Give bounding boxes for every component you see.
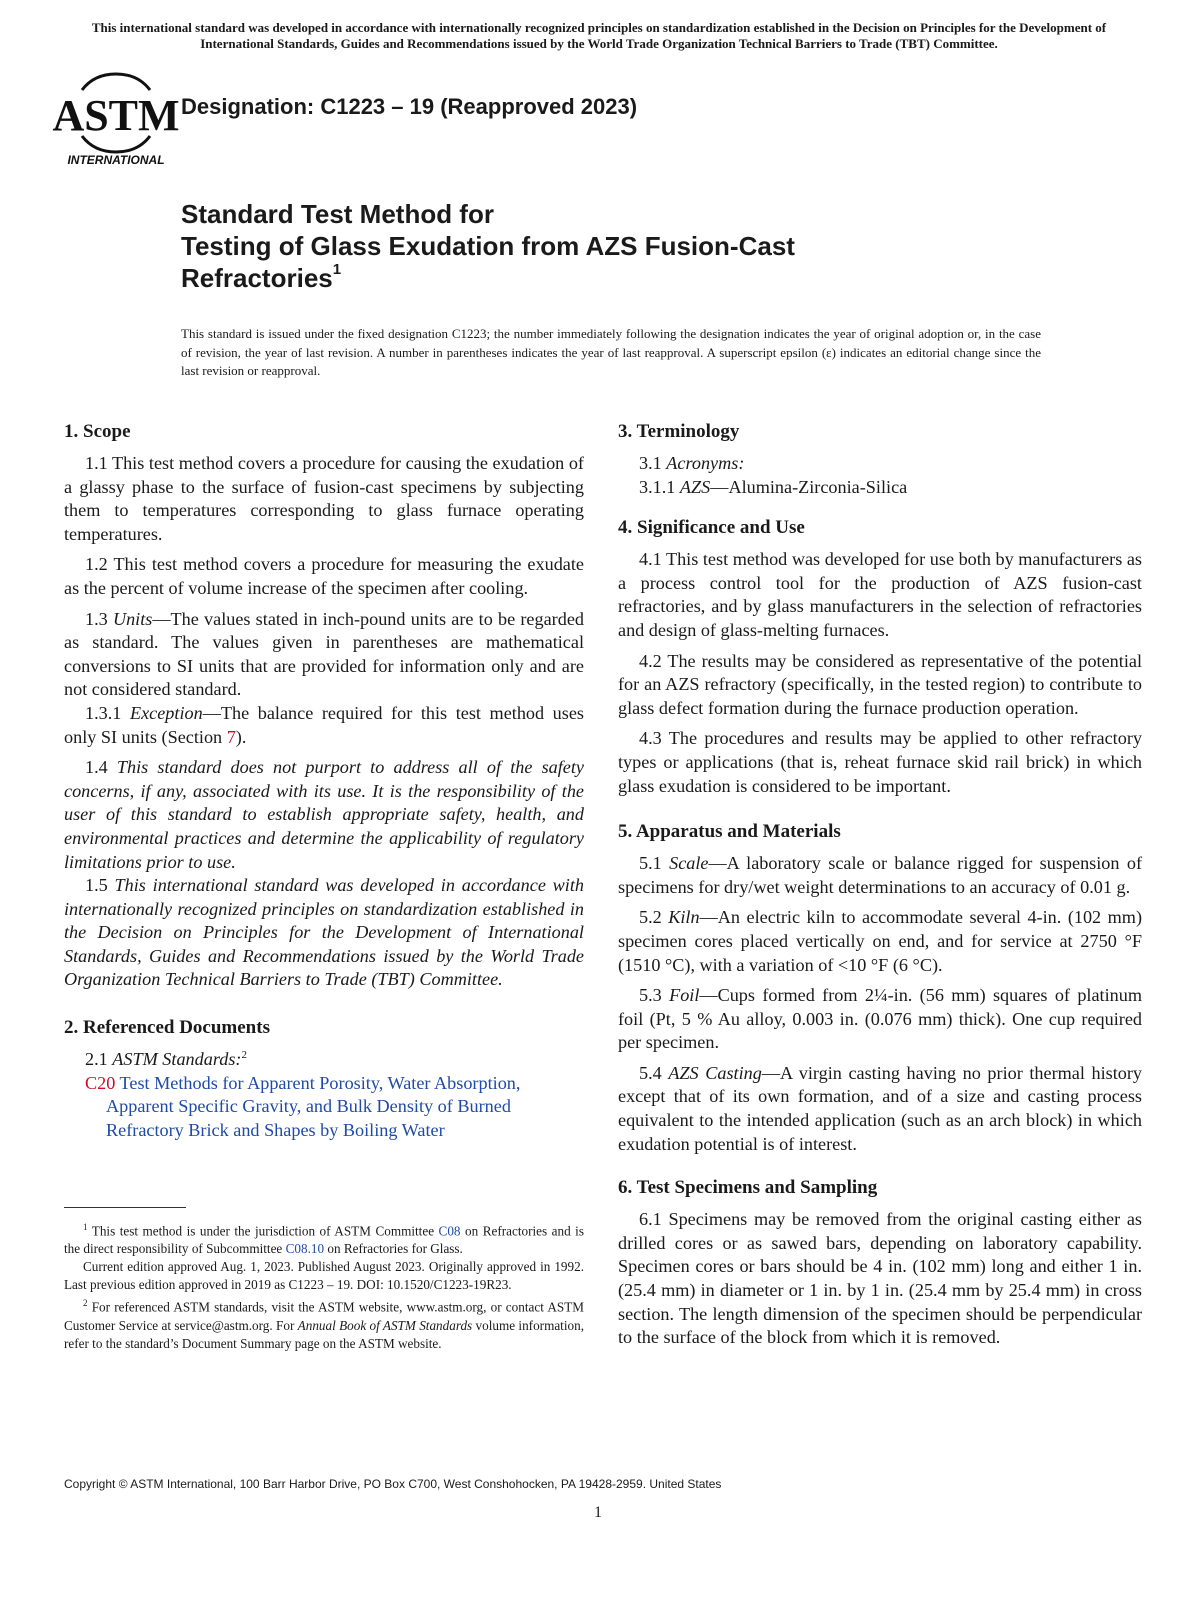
left-column	[64, 420, 584, 1142]
footnote-1: $^1$ This test method is under the jurisdiction of ASTM Committee C08 on Refractories and is the direct responsibility of Subcommittee C08.10 on Refractories for Glass.	[64, 1222, 584, 1257]
para-1-4: 1.4 This standard does not purport to address all of the safety concerns, if any, associated with its use. It is the responsibility of the user of this standard to establish appropriate safety, health, and environmental practices and determine the applicability of regulatory limitations prior to use.	[64, 757, 584, 872]
section-heading-referenced-documents: 2. Referenced Documents	[64, 1017, 270, 1039]
para-1-2: 1.2 This test method covers a procedure for measuring the exudate as the percent of volume increase of the specimen after cooling.	[64, 554, 584, 598]
para-3-1-1: 3.1.1 AZS—Alumina-Zirconia-Silica	[639, 476, 908, 497]
right-column	[618, 420, 1142, 1350]
para-6-1: 6.1 Specimens may be removed from the original casting either as drilled cores or as sawed bars, depending on laboratory capability. Specimen cores or bars should be 4 in. (102 mm) long and either 1 in. (25.4 mm) in diameter or 1 in. by 1 in. (25.4 mm by 25.4 mm) in cross section. The length dimension of the specimen should be perpendicular to the surface of the block from which it is removed.	[618, 1209, 1142, 1348]
footnotes	[64, 1218, 584, 1353]
page-number: 1	[594, 1504, 602, 1521]
copyright: Copyright © ASTM International, 100 Barr Harbor Drive, PO Box C700, West Conshohocken, PA 19428-2959. United States	[64, 1477, 722, 1491]
section-heading-terminology: 3. Terminology	[618, 421, 740, 442]
section-heading-apparatus: 5. Apparatus and Materials	[618, 821, 841, 843]
para-5-2: 5.2 Kiln—An electric kiln to accommodate several 4-in. (102 mm) specimen cores placed vertically on end, and for service at 2750 °F (1510 °C), with a variation of <10 °F (6 °C).	[618, 907, 1143, 975]
section-heading-scope: 1. Scope	[64, 421, 131, 442]
section-heading-significance: 4. Significance and Use	[618, 517, 805, 539]
footnote-divider	[64, 1207, 186, 1208]
para-4-1: 4.1 This test method was developed for use both by manufacturers as a process control tool for the production of AZS fusion-cast refractories, and by glass manufacturers in the selection of refractories and design of glass-melting furnaces.	[618, 549, 1142, 640]
para-1-3: 1.3 Units—The values stated in inch-pound units are to be regarded as standard. The values given in parentheses are mathematical conversions to SI units that are provided for information only and are not considered standard.	[64, 608, 584, 700]
para-1-5: 1.5 This international standard was developed in accordance with internationally recognized principles on standardization established in the Decision on Principles for the Development of International Standards, Guides and Recommendations issued by the World Trade Organization Technical Barriers to Trade (TBT) Committee.	[64, 875, 585, 990]
section-7-link[interactable]: 7	[226, 726, 236, 747]
svg-text:ASTM: ASTM	[52, 91, 180, 140]
designation: Designation: C1223 – 19 (Reapproved 2023)	[181, 94, 638, 119]
title-line-1: Standard Test Method for	[181, 199, 494, 229]
wto-notice: This international standard was developed in accordance with internationally recognized principles on standardization established in the Decision on Principles for the Development of International Standards, Guides and Recommendations issued by the World Trade Organization Technical Barriers to Trade (TBT) Committee.	[91, 20, 1107, 51]
para-1-3-1: 1.3.1 Exception—The balance required for this test method uses only SI units (Section 7).	[64, 702, 585, 747]
document-title	[181, 198, 1081, 294]
footnote-2: $^2$ For referenced ASTM standards, visit the ASTM website, www.astm.org, or contact ASTM Customer Service at service@astm.org. For Annual Book of ASTM Standards volume information, refer to the standard’s Document Summary page on the ASTM website.	[64, 1298, 584, 1351]
para-5-4: 5.4 AZS Casting—A virgin casting having no prior thermal history except that of its own formation, and of a size and casting process equivalent to the intended application (such as an arch block) in which exudation potential is of interest.	[618, 1062, 1143, 1154]
title-line-2: Testing of Glass Exudation from AZS Fusion-Cast	[181, 231, 795, 261]
para-4-2: 4.2 The results may be considered as representative of the potential for an AZS refractory (specifically, in the tested region) to contribute to glass defect formation during the furnace production operation.	[618, 650, 1142, 718]
reference-code[interactable]: C20	[85, 1072, 116, 1093]
para-3-1: 3.1 Acronyms:	[639, 453, 745, 473]
footnote-1-edition: Current edition approved Aug. 1, 2023. Published August 2023. Originally approved in 1992. Last previous edition approved in 2019 as C1223 – 19. DOI: 10.1520/C1223-19R23.	[64, 1259, 584, 1293]
para-2-1: 2.1 ASTM Standards:$^2$	[85, 1049, 247, 1070]
astm-logo-icon	[52, 70, 180, 170]
committee-c08-link[interactable]: C08	[438, 1223, 461, 1239]
reference-title-link[interactable]: Test Methods for Apparent Porosity, Water Absorption, Apparent Specific Gravity, and Bulk Density of Burned Refractory Brick and Shapes by Boiling Water	[106, 1072, 521, 1140]
section-heading-specimens: 6. Test Specimens and Sampling	[618, 1177, 878, 1199]
para-5-1: 5.1 Scale—A laboratory scale or balance rigged for suspension of specimens for dry/wet weight determinations to an accuracy of 0.01 g.	[618, 853, 1142, 897]
para-4-3: 4.3 The procedures and results may be applied to other refractory types or applications (that is, reheat furnace skid rail brick) in which glass exudation is considered to be important.	[618, 728, 1142, 796]
title-footnote-mark[interactable]: 1	[332, 261, 342, 278]
svg-text:INTERNATIONAL: INTERNATIONAL	[67, 153, 165, 167]
reference-c20[interactable]	[64, 1072, 584, 1143]
para-5-3: 5.3 Foil—Cups formed from 2¼-in. (56 mm) squares of platinum foil (Pt, 5 % Au alloy, 0.003 in. (0.076 mm) thick). One cup required per specimen.	[618, 985, 1142, 1053]
issued-notice: This standard is issued under the fixed designation C1223; the number immediately following the designation indicates the year of original adoption or, in the case of revision, the year of last revision. A number in parentheses indicates the year of last reapproval. A superscript epsilon (ε) indicates an editorial change since the last revision or reapproval.	[181, 326, 1041, 378]
para-1-1: 1.1 This test method covers a procedure for causing the exudation of a glassy phase to the surface of fusion-cast specimens by subjecting them to temperatures corresponding to glass furnace operating temperatures.	[64, 453, 584, 544]
subcommittee-c08-10-link[interactable]: C08.10	[285, 1241, 325, 1257]
title-line-3: Refractories	[181, 263, 333, 293]
